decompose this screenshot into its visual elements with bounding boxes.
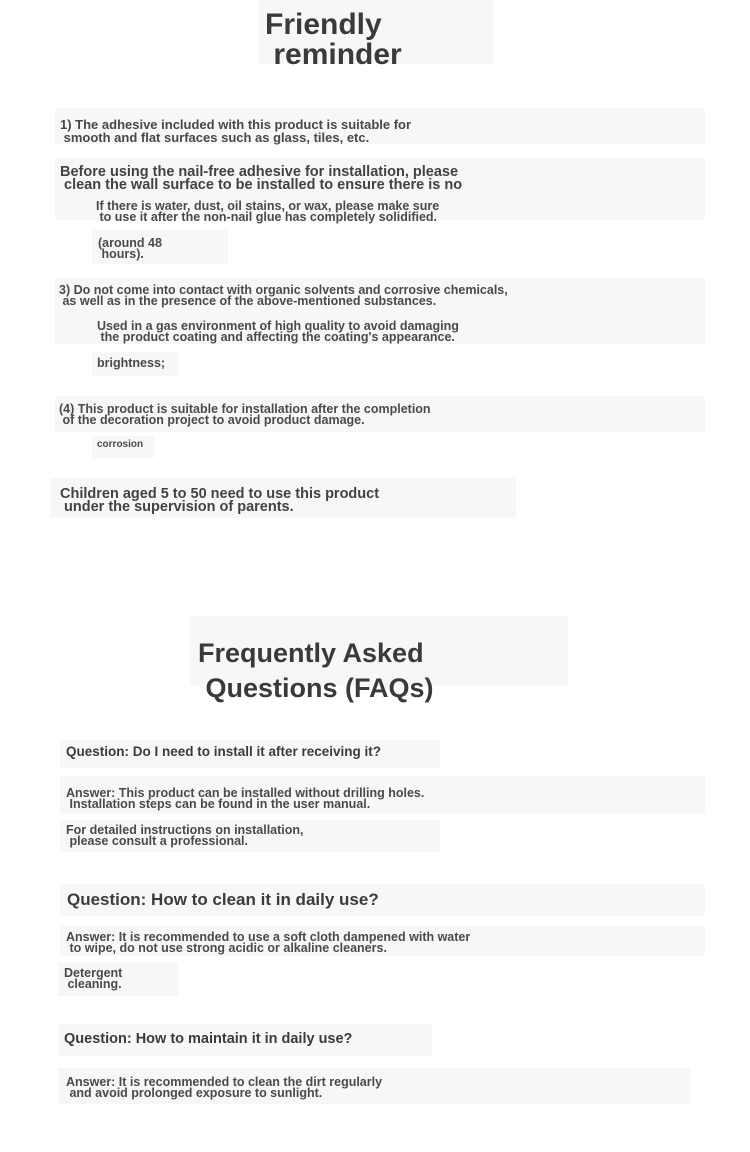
reminder-item-3-detail: Used in a gas environment of high quality to avoid damaging the product coating and affecting the coating's appearance. — [97, 319, 459, 344]
faq-answer-3: Answer: It is recommended to clean the dirt regularly and avoid prolonged exposure to sunlight. — [66, 1075, 383, 1100]
faq-answer-2-extra: Detergent cleaning. — [64, 966, 123, 991]
reminder-item-2: Before using the nail-free adhesive for installation, please clean the wall surface to be installed to ensure there is no — [60, 164, 463, 194]
faq-question-1: Question: Do I need to install it after receiving it? — [66, 744, 382, 759]
faq-title: Frequently Asked Questions (FAQs) — [198, 638, 434, 704]
reminder-title: Friendly reminder — [265, 8, 402, 71]
reminder-item-1: 1) The adhesive included with this product is suitable for smooth and flat surfaces such as glass, tiles, etc. — [60, 117, 412, 145]
faq-answer-1: Answer: This product can be installed without drilling holes. Installation steps can be found in the user manual. — [66, 786, 425, 811]
reminder-item-5: Children aged 5 to 50 need to use this product under the supervision of parents. — [60, 486, 380, 516]
faq-answer-1-extra: For detailed instructions on installation, please consult a professional. — [66, 823, 304, 848]
faq-answer-2: Answer: It is recommended to use a soft cloth dampened with water to wipe, do not use strong acidic or alkaline cleaners. — [66, 930, 471, 955]
faq-question-3: Question: How to maintain it in daily use? — [64, 1031, 353, 1047]
reminder-item-2-duration: (around 48 hours). — [98, 236, 162, 261]
reminder-item-3-note: brightness; — [97, 356, 166, 370]
reminder-item-2-detail: If there is water, dust, oil stains, or wax, please make sure to use it after the non-nail glue has completely solidified. — [96, 199, 440, 224]
reminder-item-4-note: corrosion — [97, 439, 144, 450]
reminder-item-3: 3) Do not come into contact with organic solvents and corrosive chemicals, as well as in the presence of the above-mentioned substances. — [59, 283, 508, 308]
reminder-item-4: (4) This product is suitable for installation after the completion of the decoration project to avoid product damage. — [59, 402, 431, 427]
faq-question-2: Question: How to clean it in daily use? — [67, 890, 379, 909]
